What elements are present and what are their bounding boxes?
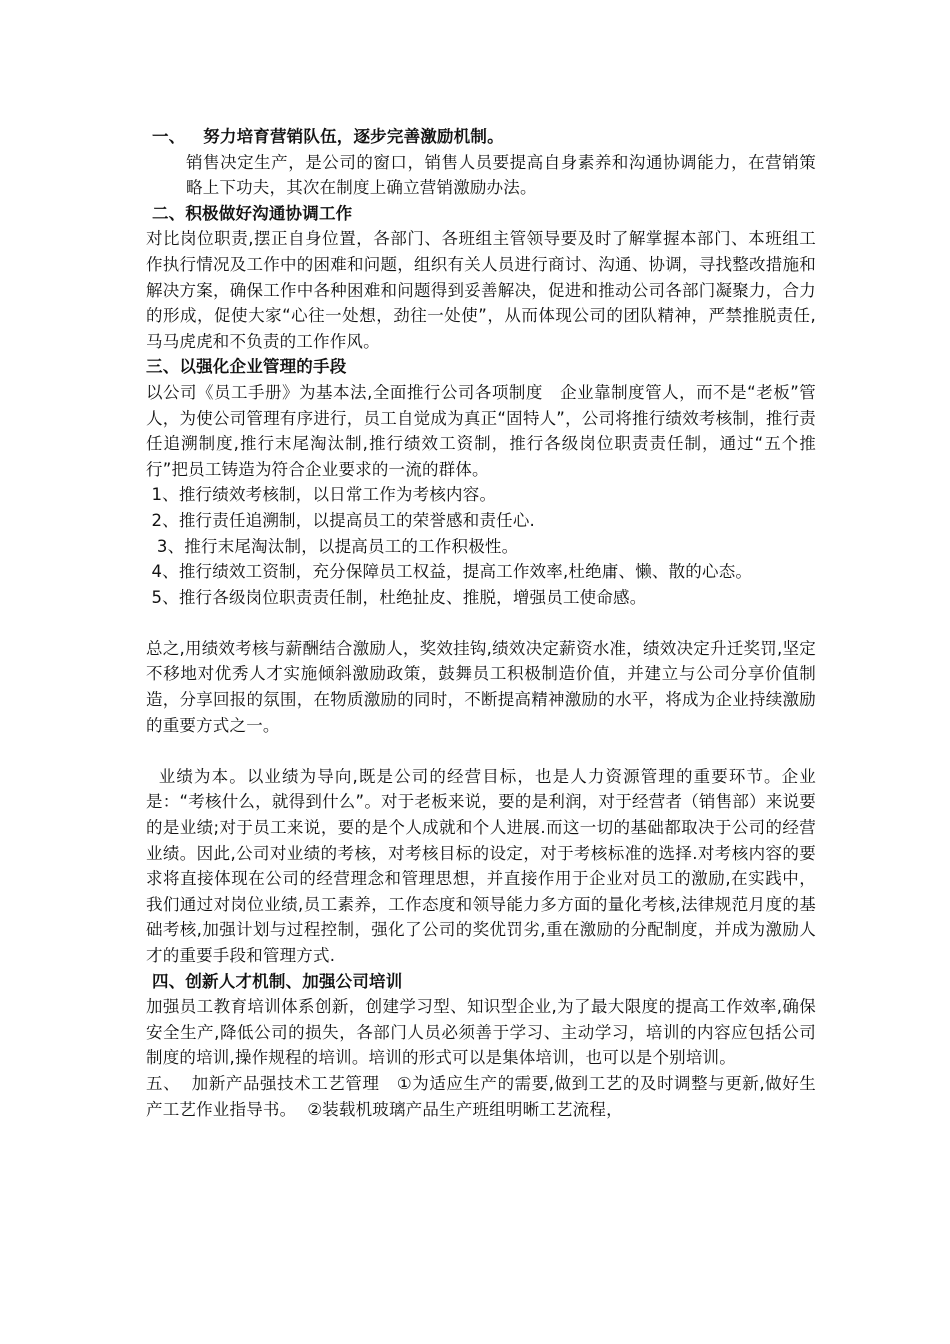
section-3-heading: 三、以强化企业管理的手段 [146,357,347,377]
list-item: 3、推行末尾淘汰制，以提高员工的工作积极性。 [146,536,519,556]
section-1-heading: 一、 努力培育营销队伍，逐步完善激励机制。 [146,127,504,146]
section-4-heading: 四、创新人才机制、加强公司培训 [146,971,403,991]
list-item: 2、推行责任追溯制，以提高员工的荣誉感和责任心. [146,510,535,530]
section-2-heading: 二、积极做好沟通协调工作 [146,203,353,223]
blank-line [146,738,816,764]
document-page [146,124,816,1122]
summary-paragraph: 总之,用绩效考核与薪酬结合激励人，奖效挂钩,绩效决定薪资水准，绩效决定升迁奖罚,坚定不移地对优秀人才实施倾斜激励政策，鼓舞员工积极制造价值，并建立与公司分享价值制造，分享回报的氛围，在物质激励的同时，不断提高精神激励的水平，将成为企业持续激励的重要方式之一。 [146,638,816,735]
section-3-body: 以公司《员工手册》为基本法,全面推行公司各项制度 企业靠制度管人，而不是“老板”管人，为使公司管理有序进行，员工自觉成为真正“固特人”，公司将推行绩效考核制，推行责任追溯制度,推行末尾淘汰制,推行绩效工资制，推行各级岗位职责责任制，通过“五个推行”把员工铸造为符合企业要求的一流的群体。 [146,382,816,479]
list-item: 4、推行绩效工资制，充分保障员工权益，提高工作效率,杜绝庸、懒、散的心态。 [146,562,753,582]
performance-paragraph: 业绩为本。以业绩为导向,既是公司的经营目标，也是人力资源管理的重要环节。企业是：“考核什么，就得到什么”。对于老板来说，要的是利润，对于经营者（销售部）来说要的是业绩;对于员工来说，要的是个人成就和个人进展.而这一切的基础都取决于公司的经营业绩。因此,公司对业绩的考核，对考核目标的设定，对于考核标准的选择.对考核内容的要求将直接体现在公司的经营理念和管理思想，并直接作用于企业对员工的激励,在实践中，我们通过对岗位业绩,员工素养，工作态度和领导能力多方面的量化考核,法律规范月度的基础考核,加强计划与过程控制，强化了公司的奖优罚劣,重在激励的分配制度，并成为激励人才的重要手段和管理方式. [146,766,816,965]
list-item: 5、推行各级岗位职责责任制，杜绝扯皮、推脱，增强员工使命感。 [146,587,647,607]
section-4-body: 加强员工教育培训体系创新，创建学习型、知识型企业,为了最大限度的提高工作效率,确保安全生产,降低公司的损失，各部门人员必须善于学习、主动学习，培训的内容应包括公司制度的培训,操作规程的培训。培训的形式可以是集体培训，也可以是个别培训。 [146,997,816,1068]
section-1-body: 销售决定生产，是公司的窗口，销售人员要提高自身素养和沟通协调能力，在营销策略上下功夫，其次在制度上确立营销激励办法。 [186,152,816,198]
list-item: 1、推行绩效考核制，以日常工作为考核内容。 [146,485,497,505]
section-5-body: 五、 加新产品强技术工艺管理 ①为适应生产的需要,做到工艺的及时调整与更新,做好生产工艺作业指导书。 ②装载机玻璃产品生产班组明晰工艺流程， [146,1073,816,1119]
section-2-body: 对比岗位职责,摆正自身位置，各部门、各班组主管领导要及时了解掌握本部门、本班组工作执行情况及工作中的困难和问题，组织有关人员进行商讨、沟通、协调，寻找整改措施和解决方案，确保工作中各种困难和问题得到妥善解决，促进和推动公司各部门凝聚力，合力的形成，促使大家“心往一处想，劲往一处使”，从而体现公司的团队精神，严禁推脱责任,马马虎虎和不负责的工作作风。 [146,229,816,351]
blank-line [146,610,816,636]
